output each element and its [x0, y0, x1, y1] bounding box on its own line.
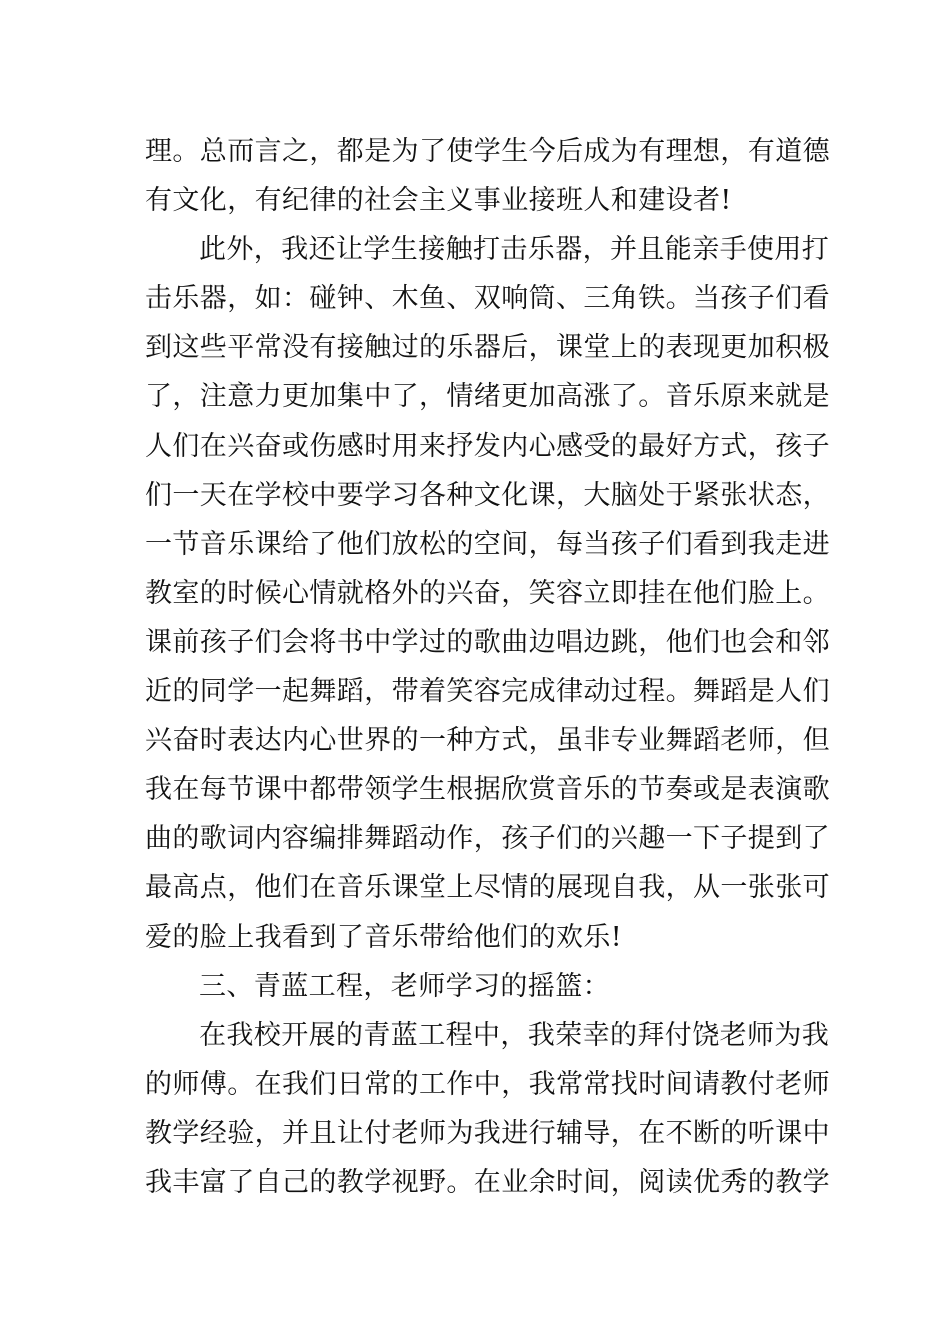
body-text — [145, 127, 830, 1207]
text-line: 击乐器，如：碰钟、木鱼、双响筒、三角铁。当孩子们看 — [145, 283, 830, 315]
text-line: 兴奋时表达内心世界的一种方式，虽非专业舞蹈老师，但 — [145, 725, 830, 757]
text-line: 爱的脸上我看到了音乐带给他们的欢乐! — [145, 921, 623, 953]
text-line: 到这些平常没有接触过的乐器后，课堂上的表现更加积极 — [145, 332, 830, 364]
text-line: 们一天在学校中要学习各种文化课，大脑处于紧张状态， — [145, 479, 830, 511]
text-line: 了，注意力更加集中了，情绪更加高涨了。音乐原来就是 — [145, 381, 830, 413]
text-line: 一节音乐课给了他们放松的空间，每当孩子们看到我走进 — [145, 528, 830, 560]
text-line: 曲的歌词内容编排舞蹈动作，孩子们的兴趣一下子提到了 — [145, 823, 830, 855]
text-line: 教室的时候心情就格外的兴奋，笑容立即挂在他们脸上。 — [145, 577, 830, 609]
text-line: 理。总而言之，都是为了使学生今后成为有理想，有道德 — [145, 136, 830, 167]
paragraph-start-line: 在我校开展的青蓝工程中，我荣幸的拜付饶老师为我 — [199, 1019, 830, 1051]
text-line: 课前孩子们会将书中学过的歌曲边唱边跳，他们也会和邻 — [145, 626, 830, 658]
paragraph-start-line: 此外，我还让学生接触打击乐器，并且能亲手使用打 — [199, 234, 830, 266]
text-line: 我在每节课中都带领学生根据欣赏音乐的节奏或是表演歌 — [145, 774, 830, 806]
text-line: 有文化，有纪律的社会主义事业接班人和建设者! — [145, 185, 732, 217]
text-line: 最高点，他们在音乐课堂上尽情的展现自我，从一张张可 — [145, 872, 830, 904]
text-line: 的师傅。在我们日常的工作中，我常常找时间请教付老师 — [145, 1068, 830, 1100]
text-line: 我丰富了自己的教学视野。在业余时间，阅读优秀的教学 — [145, 1166, 830, 1198]
text-line: 人们在兴奋或伤感时用来抒发内心感受的最好方式，孩子 — [145, 430, 830, 462]
text-line: 教学经验，并且让付老师为我进行辅导，在不断的听课中 — [145, 1117, 830, 1149]
section-heading: 三、青蓝工程，老师学习的摇篮： — [199, 970, 610, 1002]
text-line: 近的同学一起舞蹈，带着笑容完成律动过程。舞蹈是人们 — [145, 676, 830, 708]
